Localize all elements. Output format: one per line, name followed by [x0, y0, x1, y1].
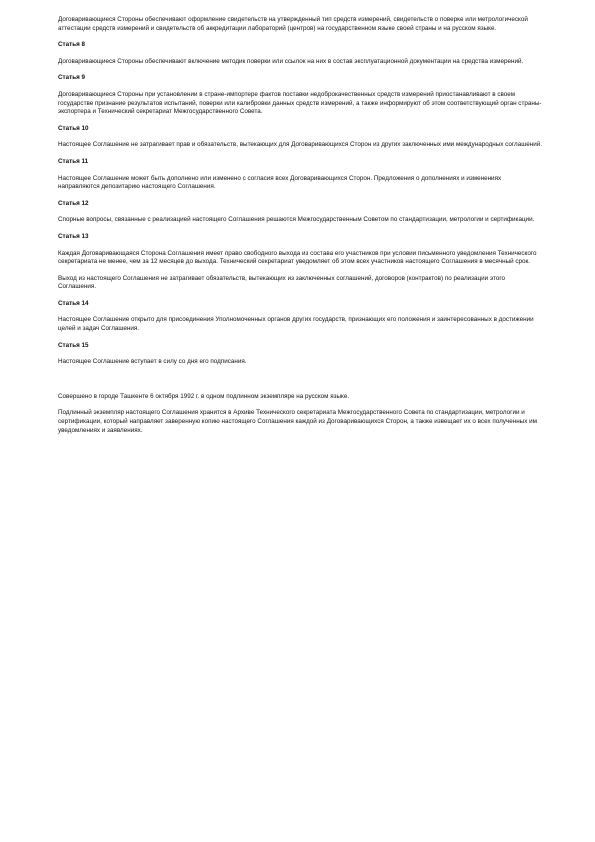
body-paragraph: Настоящее Соглашение может быть дополнено или изменено с согласия всех Договаривающихся Сторон. Предложения о дополнениях и изменениях направляются депозитарию настоящего Соглашения. — [58, 174, 502, 191]
body-paragraph: Договаривающиеся Стороны обеспечивают оформление свидетельств на утвержденный тип средств измерений, свидетельств о поверке или метрологической аттестации средств измерений и свидетельств об аккредитации лабораторий (центров) на государственном языке своей страны и на русском языке. — [58, 16, 528, 32]
body-paragraph: Подлинный экземпляр настоящего Соглашения хранится в Архиве Технического секретариата Межгосударственного Совета по стандартизации, метрологии и сертификации, который направляет заверенную копию настоящего Соглашения каждой из Договаривающихся Сторон, а также извещает их о всех полученных им уведомлениях и заявлениях. — [58, 409, 537, 434]
body-paragraph: Настоящее Соглашение не затрагивает прав и обязательств, вытекающих для Договаривающихся Сторон из других заключенных ими международных соглашений. — [58, 141, 543, 149]
article-heading: Статья 8 — [58, 41, 86, 49]
body-paragraph: Настоящее Соглашение открыто для присоединения Уполномоченных органов других государств, признающих его положения и заинтересованных в достижении целей и задач Соглашения. — [58, 316, 534, 333]
article-heading: Статья 14 — [58, 299, 89, 307]
body-paragraph: Выход из настоящего Соглашения не затрагивает обязательств, вытекающих из заключенных соглашений, договоров (контрактов) по реализации этого Соглашения. — [58, 274, 505, 291]
article-heading: Статья 10 — [58, 124, 89, 132]
blank-space — [58, 375, 543, 393]
body-paragraph: Спорные вопросы, связанные с реализацией настоящего Соглашения решаются Межгосударственным Советом по стандартизации, метрологии и сертификации. — [58, 216, 535, 224]
body-paragraph: Совершено в городе Ташкенте 6 октября 1992 г. в одном подлинном экземпляре на русском языке. — [58, 392, 350, 400]
body-paragraph: Каждая Договаривающаяся Сторона Соглашения имеет право свободного выхода из состава его участников при условии письменного уведомления Технического секретариата не менее, чем за 12 месяцев до выхода. Технический секретариат уведомляет об этом всех участников настоящего Соглашения в месячный срок. — [58, 249, 537, 266]
article-heading: Статья 9 — [58, 74, 86, 82]
article-heading: Статья 12 — [58, 199, 89, 207]
body-paragraph: Договаривающиеся Стороны при установлении в стране-импортере фактов поставки недоброкачественных средств измерений приостанавливают в своем государстве признание результатов испытаний, поверки или калибровки данных средств измерений, а также информируют об этом соответствующий орган страны-экспортера и Технический секретариат Межгосударственного Совета. — [58, 90, 542, 116]
article-heading: Статья 13 — [58, 232, 89, 240]
body-paragraph: Договаривающиеся Стороны обеспечивают включение методик поверки или ссылок на них в состав эксплуатационной документации на средства измерений. — [58, 57, 524, 65]
article-heading: Статья 11 — [58, 157, 89, 165]
document-page — [58, 16, 543, 443]
article-heading: Статья 15 — [58, 341, 89, 349]
body-paragraph: Настоящее Соглашение вступает в силу со дня его подписания. — [58, 358, 247, 366]
